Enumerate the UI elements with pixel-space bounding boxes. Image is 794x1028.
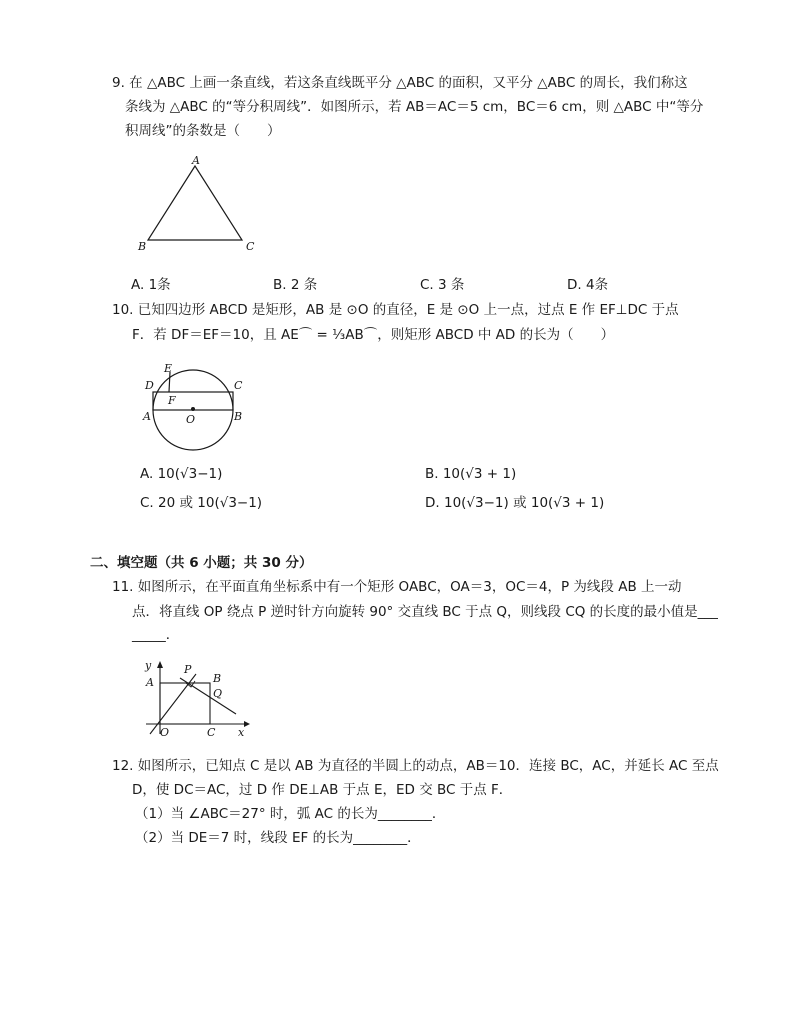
q10-option-b[interactable]: B. 10(√3 + 1): [425, 466, 517, 482]
q11-line-3: _____．: [132, 627, 180, 643]
label-x: x: [238, 726, 245, 739]
q12-line-2: D，使 DC＝AC，过 D 作 DE⊥AB 于点 E，ED 交 BC 于点 F．: [132, 782, 513, 798]
section-2-title: 二、填空题（共 6 小题；共 30 分）: [90, 555, 313, 571]
label-o: O: [160, 726, 170, 739]
q11-coordinate-figure: [140, 656, 252, 740]
label-q: Q: [213, 687, 223, 700]
x-axis-arrow: [244, 721, 250, 727]
center-dot: [191, 407, 195, 411]
label-c: C: [234, 379, 243, 392]
q9-option-a[interactable]: A. 1条: [131, 277, 171, 293]
label-c: C: [207, 726, 216, 739]
label-b: B: [234, 410, 243, 423]
q9-triangle-figure: [136, 152, 260, 252]
label-a: A: [192, 154, 200, 167]
q9-option-b[interactable]: B. 2 条: [273, 277, 318, 293]
label-y: y: [145, 659, 152, 672]
label-o: O: [186, 413, 196, 426]
q12-part-2: （2）当 DE＝7 时，线段 EF 的长为________．: [135, 830, 421, 846]
label-e: E: [164, 362, 173, 375]
q12-line-1: 12. 如图所示，已知点 C 是以 AB 为直径的半圆上的动点，AB＝10．连接 BC，AC，并延长 AC 至点: [112, 758, 719, 774]
q10-circle-figure: [140, 362, 252, 454]
q11-line-1: 11. 如图所示，在平面直角坐标系中有一个矩形 OABC，OA＝3，OC＝4，P 为线段 AB 上一动: [112, 579, 682, 595]
q9-line-2: 条线为 △ABC 的“等分积周线”．如图所示，若 AB＝AC＝5 cm，BC＝6 cm，则 △ABC 中“等分: [125, 99, 704, 115]
label-b: B: [138, 240, 147, 252]
q10-option-c[interactable]: C. 20 或 10(√3−1): [140, 495, 263, 511]
q10-line-2: F．若 DF＝EF＝10，且 AE⌒ = ⅓AB⌒，则矩形 ABCD 中 AD 的长为（ ）: [132, 327, 615, 343]
q10-option-a[interactable]: A. 10(√3−1): [140, 466, 223, 482]
label-a: A: [143, 410, 151, 423]
q9-line-3: 积周线”的条数是（ ）: [125, 123, 281, 139]
label-c: C: [246, 240, 255, 252]
triangle-abc: [148, 166, 242, 240]
q10-line-1: 10. 已知四边形 ABCD 是矩形，AB 是 ⊙O 的直径，E 是 ⊙O 上一点，过点 E 作 EF⊥DC 于点: [112, 302, 679, 318]
label-d: D: [145, 379, 154, 392]
y-axis-arrow: [157, 661, 163, 668]
label-b: B: [213, 672, 222, 685]
q10-option-d[interactable]: D. 10(√3−1) 或 10(√3 + 1): [425, 495, 605, 511]
q9-line-1: 9. 在 △ABC 上画一条直线，若这条直线既平分 △ABC 的面积，又平分 △ABC 的周长，我们称这: [112, 75, 688, 91]
label-f: F: [168, 394, 176, 407]
q9-option-d[interactable]: D. 4条: [567, 277, 609, 293]
label-p: P: [184, 663, 192, 676]
segment-ef: [169, 372, 170, 392]
q11-line-2: 点．将直线 OP 绕点 P 逆时针方向旋转 90° 交直线 BC 于点 Q，则线段 CQ 的长度的最小值是___: [132, 604, 718, 620]
label-a: A: [146, 676, 154, 689]
q9-option-c[interactable]: C. 3 条: [420, 277, 465, 293]
q12-part-1: （1）当 ∠ABC＝27° 时，弧 AC 的长为________．: [135, 806, 446, 822]
